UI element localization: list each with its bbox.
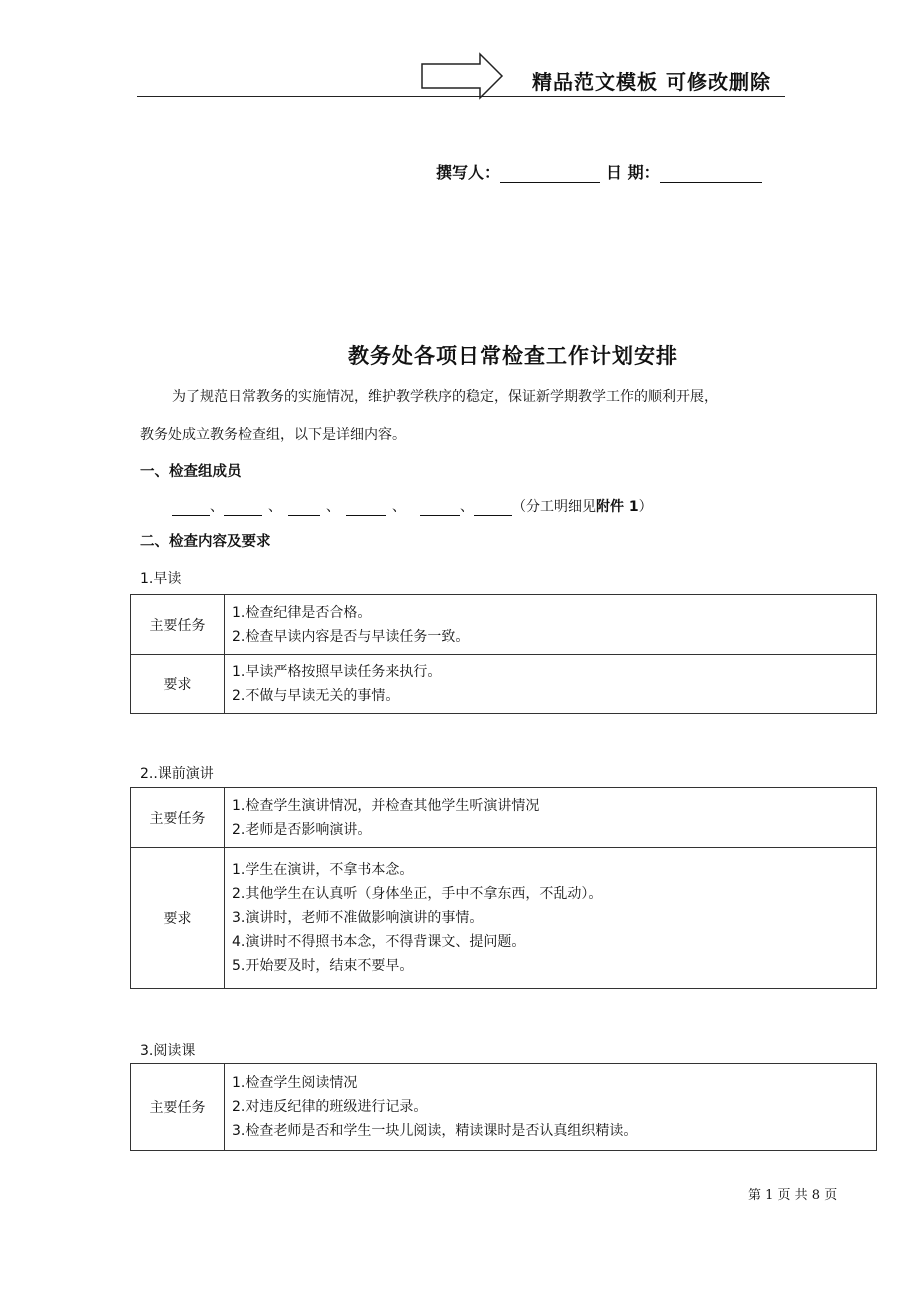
list-item: 2.对违反纪律的班级进行记录。 bbox=[232, 1099, 428, 1115]
member-blank bbox=[288, 501, 320, 516]
author-label: 撰写人： bbox=[436, 163, 501, 182]
row-label: 主要任务 bbox=[131, 1064, 225, 1151]
intro-line-2: 教务处成立教务检查组，以下是详细内容。 bbox=[140, 427, 406, 443]
page-number: 第 1 页 共 8 页 bbox=[748, 1188, 838, 1203]
subsection-heading-reading-class: 3.阅读课 bbox=[140, 1043, 196, 1059]
member-blank bbox=[420, 501, 460, 516]
row-label: 要求 bbox=[131, 848, 225, 989]
arrow-right-icon bbox=[420, 52, 504, 100]
attachment-note-prefix: （分工明细见 bbox=[512, 499, 596, 515]
morning-reading-table bbox=[130, 594, 877, 714]
list-item: 1.早读严格按照早读任务来执行。 bbox=[232, 664, 442, 680]
member-separator: 、 bbox=[210, 499, 224, 515]
list-item: 1.检查学生演讲情况，并检查其他学生听演讲情况 bbox=[232, 797, 540, 814]
section-heading-members: 一、检查组成员 bbox=[140, 464, 242, 480]
list-item: 3.检查老师是否和学生一块儿阅读，精读课时是否认真组织精读。 bbox=[232, 1123, 638, 1139]
page-title: 教务处各项日常检查工作计划安排 bbox=[348, 344, 678, 368]
date-blank bbox=[660, 166, 762, 183]
member-blank bbox=[224, 501, 262, 516]
header-divider bbox=[137, 96, 785, 97]
table-row bbox=[131, 655, 877, 714]
row-label: 要求 bbox=[131, 655, 225, 714]
author-date-line bbox=[436, 160, 762, 183]
member-blank bbox=[474, 501, 512, 516]
section-heading-content: 二、检查内容及要求 bbox=[140, 534, 271, 550]
member-separator: 、 bbox=[268, 499, 282, 515]
list-item: 4.演讲时不得照书本念，不得背课文、提问题。 bbox=[232, 934, 526, 950]
member-blank bbox=[346, 501, 386, 516]
list-item: 2.其他学生在认真听（身体坐正，手中不拿东西，不乱动）。 bbox=[232, 886, 603, 902]
date-label: 日 期： bbox=[606, 163, 660, 182]
list-item: 2.老师是否影响演讲。 bbox=[232, 821, 372, 838]
speech-table bbox=[130, 787, 877, 989]
row-content bbox=[225, 595, 877, 655]
member-blank bbox=[172, 501, 210, 516]
list-item: 2.检查早读内容是否与早读任务一致。 bbox=[232, 628, 470, 645]
row-content bbox=[225, 788, 877, 848]
template-header-title: 精品范文模板 可修改删除 bbox=[532, 70, 771, 94]
list-item: 1.检查学生阅读情况 bbox=[232, 1075, 358, 1091]
intro-line-1: 为了规范日常教务的实施情况，维护教学秩序的稳定，保证新学期教学工作的顺利开展， bbox=[172, 389, 718, 405]
table-row bbox=[131, 595, 877, 655]
list-item: 3.演讲时，老师不准做影响演讲的事情。 bbox=[232, 910, 484, 926]
attachment-note-bold: 附件 1 bbox=[596, 499, 639, 515]
row-content bbox=[225, 1064, 877, 1151]
row-label: 主要任务 bbox=[131, 788, 225, 848]
subsection-heading-speech: 2..课前演讲 bbox=[140, 766, 214, 782]
attachment-note-suffix: ） bbox=[638, 499, 653, 515]
member-separator: 、 bbox=[326, 499, 340, 515]
list-item: 5.开始要及时，结束不要早。 bbox=[232, 958, 414, 974]
table-row bbox=[131, 788, 877, 848]
member-separator: 、 bbox=[392, 499, 406, 515]
author-blank bbox=[500, 166, 600, 183]
row-content bbox=[225, 848, 877, 989]
table-row bbox=[131, 848, 877, 989]
member-blanks bbox=[172, 496, 653, 516]
list-item: 2.不做与早读无关的事情。 bbox=[232, 688, 400, 704]
list-item: 1.学生在演讲，不拿书本念。 bbox=[232, 862, 414, 878]
member-separator: 、 bbox=[460, 499, 474, 515]
subsection-heading-morning-reading: 1.早读 bbox=[140, 571, 182, 587]
table-row bbox=[131, 1064, 877, 1151]
row-label: 主要任务 bbox=[131, 595, 225, 655]
list-item: 1.检查纪律是否合格。 bbox=[232, 604, 372, 621]
row-content bbox=[225, 655, 877, 714]
reading-class-table bbox=[130, 1063, 877, 1151]
